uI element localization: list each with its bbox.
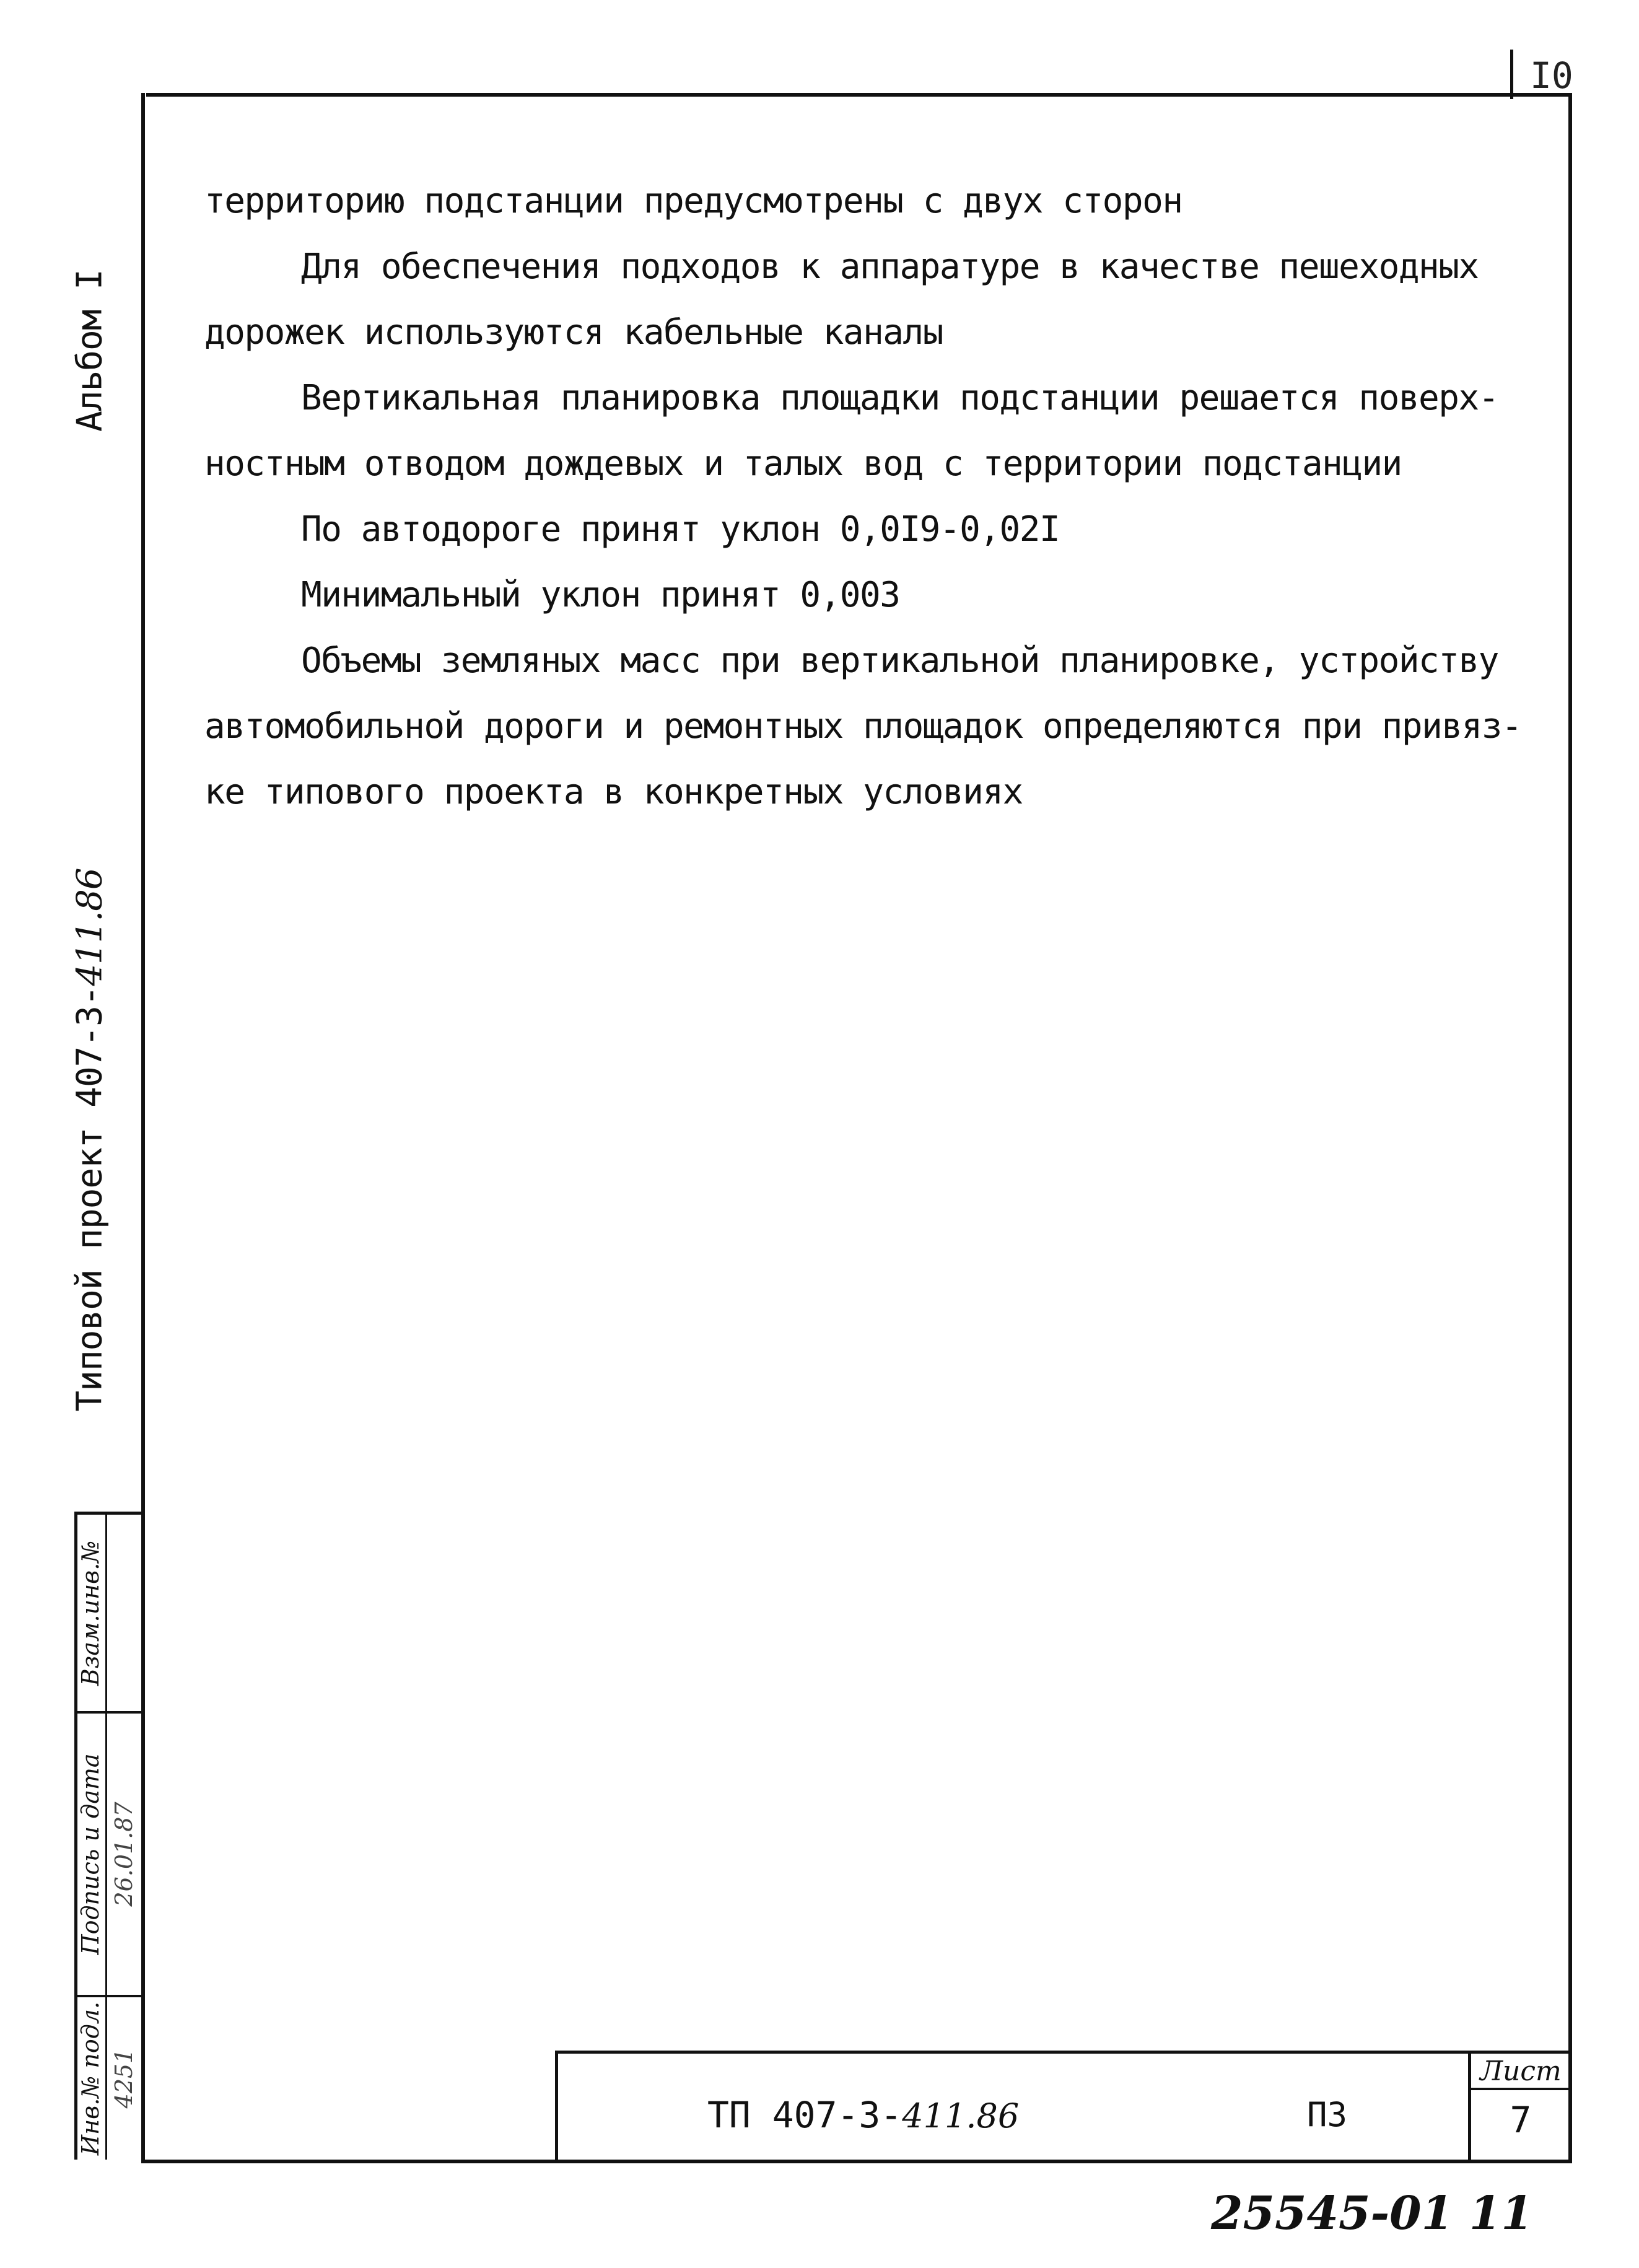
album-caption bbox=[37, 233, 142, 468]
sheet-label: Лист bbox=[1480, 2056, 1562, 2087]
album-caption-text: Альбом I bbox=[69, 269, 110, 432]
paragraph-line: По автодороге принят уклон 0,0I9-0,02I bbox=[301, 509, 1060, 549]
page-number-rule bbox=[1510, 50, 1513, 99]
paragraph-line: дорожек используются кабельные каналы bbox=[204, 312, 943, 352]
page-number: I0 bbox=[1530, 55, 1573, 97]
paragraph-line: территорию подстанции предусмотрены с двух сторон bbox=[204, 181, 1182, 221]
body-text bbox=[204, 169, 1542, 825]
section-code: ПЗ bbox=[1307, 2095, 1348, 2134]
archive-number: 25545-01 11 bbox=[1211, 2187, 1533, 2240]
paragraph-line: Минимальный уклон принят 0,003 bbox=[301, 575, 900, 615]
inv-number-value: 4251 bbox=[110, 2048, 138, 2109]
sign-label-cell bbox=[76, 1714, 105, 1995]
paragraph-line: Для обеспечения подходов к аппаратуре в качестве пешеходных bbox=[301, 247, 1479, 287]
sign-date-label: Подпись и дата bbox=[77, 1753, 104, 1955]
inv-label-cell bbox=[76, 1997, 105, 2160]
swap-inv-label-cell bbox=[76, 1515, 105, 1711]
project-caption bbox=[37, 843, 142, 1437]
document-code-print: ТП 407-3- bbox=[707, 2094, 903, 2136]
paragraph-line: автомобильной дороги и ремонтных площадок определяются при привяз- bbox=[204, 706, 1522, 747]
sign-value-cell bbox=[107, 1714, 141, 1995]
sheet-number: 7 bbox=[1510, 2099, 1532, 2141]
swap-inv-label: Взам.инв.№ bbox=[77, 1540, 104, 1686]
project-caption-hand: 411.86 bbox=[69, 868, 110, 986]
inv-number-label: Инв.№ подл. bbox=[77, 2001, 104, 2156]
inv-value-cell bbox=[107, 1997, 141, 2160]
frame-top-line bbox=[146, 93, 1572, 97]
sign-date-value: 26.01.87 bbox=[110, 1802, 138, 1907]
paragraph-line: Объемы земляных масс при вертикальной планировке, устройству bbox=[301, 641, 1498, 681]
document-code-hand: 411.86 bbox=[902, 2096, 1020, 2135]
document-code bbox=[707, 2094, 1019, 2136]
paragraph-line: ке типового проекта в конкретных условиях bbox=[204, 772, 1023, 812]
project-caption-print: Типовой проект 407-3- bbox=[69, 986, 110, 1412]
frame-right-line bbox=[1568, 93, 1572, 2162]
paragraph-line: Вертикальная планировка площадки подстанции решается поверх- bbox=[301, 378, 1498, 418]
paragraph-line: ностным отводом дождевых и талых вод с территории подстанции bbox=[204, 444, 1402, 484]
title-block-sheet-divider bbox=[1468, 2088, 1572, 2090]
project-caption-text bbox=[70, 869, 110, 1412]
